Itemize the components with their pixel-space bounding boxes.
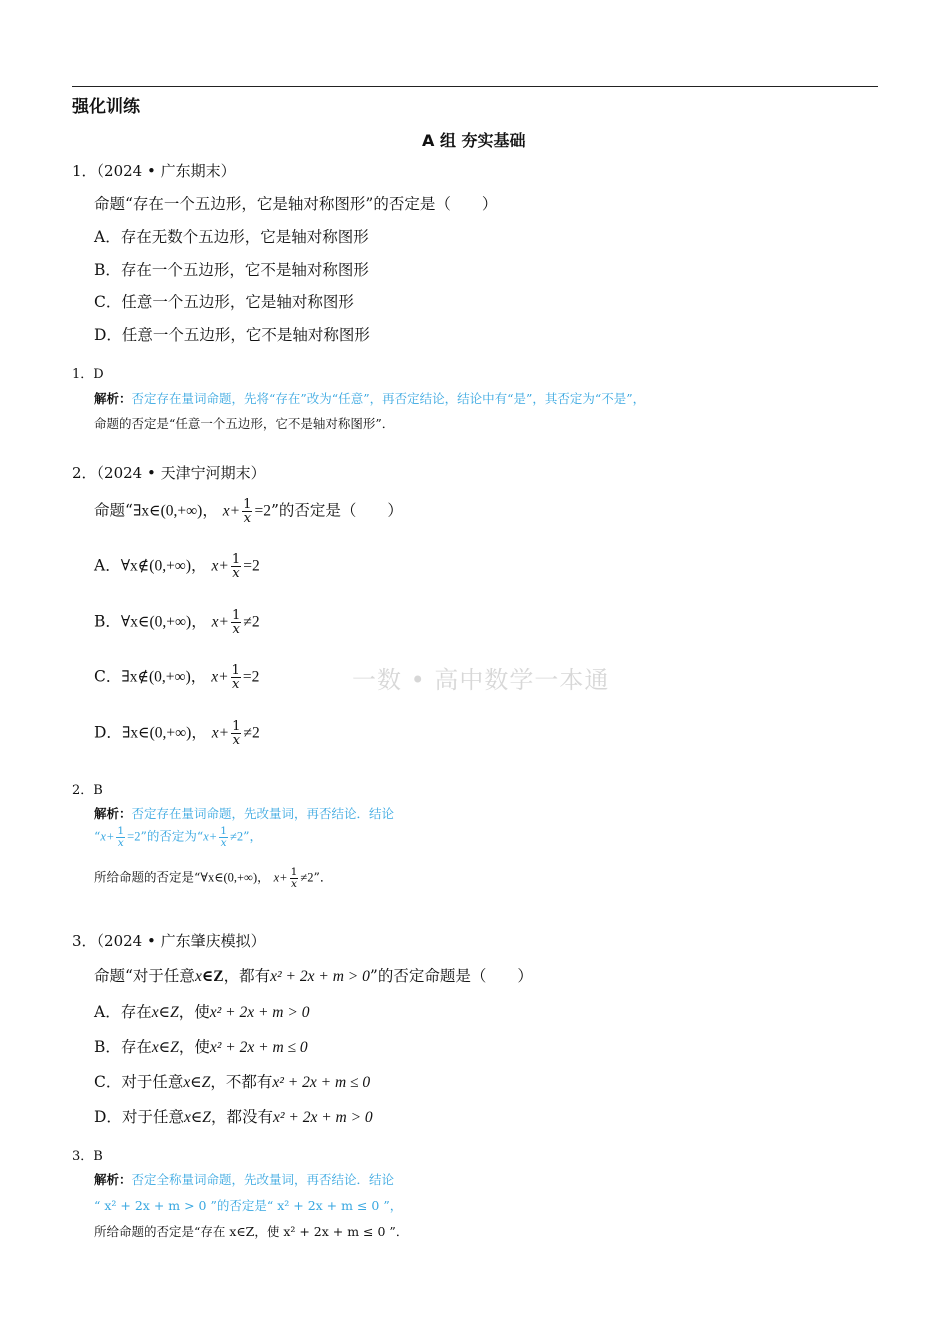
q2-stem-den: x: [243, 511, 251, 527]
q2-stem-sep: ，: [202, 501, 218, 520]
q1-stem: 命题“存在一个五边形，它是轴对称图形”的否定是（ ）: [94, 195, 498, 213]
q3-analysis-text: 否定全称量词命题，先改量词，再否结论．结论: [131, 1172, 395, 1187]
q2-option-c-expr-a: x+: [211, 668, 229, 686]
q1-analysis-label: 解析：: [94, 391, 132, 406]
q3-option-d-set: x∈Z: [183, 1109, 211, 1126]
q2-stem-pre: 命题“: [94, 501, 133, 520]
q3-option-a-expr: x² + 2x + m > 0: [209, 1004, 310, 1021]
q2-analysis2-expr-a: x+: [100, 829, 115, 844]
q3-option-a-mid: ，使: [178, 1003, 210, 1021]
q2-option-d-quant: ∃x∈(0,+∞): [121, 724, 192, 742]
q3-option-c-letter: C．: [94, 1073, 122, 1091]
q3-stem-pre: 命题“对于任意: [94, 967, 195, 985]
q3-option-b: [94, 1035, 308, 1057]
group-title: A 组 夯实基础: [422, 131, 526, 150]
q2-analysis-label: 解析：: [94, 806, 132, 821]
q2-option-a-expr-a: x+: [211, 557, 229, 575]
q2-analysis2-den1: x: [117, 835, 124, 849]
q3-stem-expr: x² + 2x + m > 0: [270, 968, 370, 985]
q3-option-a-pre: 存在: [120, 1003, 152, 1021]
q2-option-d-letter: D．: [94, 723, 122, 742]
q3-stem: [94, 964, 533, 986]
q3-option-b-set: x∈Z: [151, 1039, 179, 1056]
q3-option-b-pre: 存在: [120, 1038, 152, 1056]
q2-option-d-num: 1: [232, 719, 241, 734]
q3-option-a: [94, 1000, 309, 1022]
q2-option-c-expr-b: =2: [242, 668, 260, 686]
q2-option-b: [94, 609, 260, 636]
q2-option-a-quant: ∀x∉(0,+∞): [120, 557, 192, 575]
q2-option-d-expr-a: x+: [211, 724, 230, 742]
q3-option-c-mid: ，不都有: [210, 1073, 273, 1091]
q3-option-b-letter: B．: [94, 1038, 121, 1056]
q2-option-d-sep: ，: [191, 723, 207, 742]
q2-analysis: [94, 804, 394, 822]
watermark: 一数 • 高中数学一本通: [352, 666, 610, 694]
q3-option-b-mid: ，使: [178, 1038, 210, 1056]
q3-option-a-letter: A．: [94, 1003, 121, 1021]
q2-conclusion-quant: ∀x∈(0,+∞): [200, 870, 258, 885]
q3-option-d: [94, 1105, 373, 1127]
q2-option-b-num: 1: [232, 608, 241, 623]
q2-conclusion-expr-a: x+: [273, 870, 288, 885]
q2-stem-num: 1: [243, 497, 252, 512]
q2-conclusion-post: ”．: [313, 869, 333, 885]
q1-option-b: B．存在一个五边形，它不是轴对称图形: [94, 261, 369, 279]
q1-header: 1．（2024 • 广东期末）: [72, 162, 236, 180]
q3-header: 3．（2024 • 广东肇庆模拟）: [72, 932, 266, 950]
q2-stem-quantifier: ∃x∈(0,+∞): [132, 502, 203, 520]
q2-header: 2．（2024 • 天津宁河期末）: [72, 464, 266, 482]
q3-stem-x: x: [194, 968, 202, 985]
q2-analysis2-mid: ”的否定为“: [140, 828, 204, 844]
q2-analysis2-num1: 1: [117, 824, 125, 837]
q1-analysis-text: 否定存在量词命题，先将“存在”改为“任意”，再否定结论，结论中有“是”，其否定为“不是”，: [131, 391, 646, 406]
q3-option-c-expr: x² + 2x + m ≤ 0: [272, 1074, 371, 1091]
q2-stem-post: ”的否定是（ ）: [270, 501, 403, 520]
q2-option-b-quant: ∀x∈(0,+∞): [120, 613, 192, 631]
q2-option-b-den: x: [232, 622, 240, 638]
q1-answer: 1．D: [72, 367, 104, 382]
q3-analysis-label: 解析：: [94, 1172, 132, 1187]
q3-option-c-set: x∈Z: [183, 1074, 211, 1091]
q2-option-a-num: 1: [231, 552, 241, 567]
q2-analysis2-num2: 1: [220, 824, 227, 837]
q2-option-a-sep: ，: [191, 556, 207, 575]
q1-option-d: D．任意一个五边形，它不是轴对称图形: [94, 326, 370, 344]
q2-stem-expr-a: x+: [222, 502, 241, 520]
q2-analysis2-expr-c: x+: [203, 829, 218, 844]
q2-option-a-den: x: [232, 566, 240, 582]
q2-option-b-expr-a: x+: [211, 613, 230, 631]
q3-analysis-line2: “ x² + 2x + m > 0 ”的否定是“ x² + 2x + m ≤ 0 ”，: [94, 1198, 403, 1213]
q3-stem-in-z: ∈Z: [201, 968, 224, 985]
q2-option-d-fraction: [231, 720, 241, 747]
q2-analysis2-quote: “: [94, 828, 101, 844]
q3-option-c: [94, 1070, 370, 1092]
q2-conclusion-pre: 所给命题的否定是“: [94, 869, 201, 885]
q2-conclusion-num: 1: [290, 865, 298, 878]
q2-option-a-letter: A．: [94, 556, 121, 575]
q2-option-d: [94, 720, 260, 747]
q2-analysis2-fraction2: [219, 826, 228, 848]
q3-option-c-pre: 对于任意: [121, 1073, 184, 1091]
q2-analysis2-expr-b: =2: [127, 829, 141, 844]
q3-analysis: [94, 1170, 394, 1188]
q2-option-c-fraction: [231, 664, 241, 691]
q2-option-b-fraction: [231, 609, 241, 636]
q2-analysis2-expr-d: ≠2: [229, 829, 244, 844]
q2-conclusion-expr-b: ≠2: [300, 870, 314, 885]
q2-option-a-fraction: [231, 553, 241, 580]
q2-option-c-den: x: [232, 677, 240, 693]
q3-option-d-expr: x² + 2x + m > 0: [272, 1109, 373, 1126]
q2-option-c: [94, 664, 259, 691]
q2-stem-expr-b: =2: [254, 502, 271, 520]
q2-option-c-sep: ，: [190, 667, 207, 686]
q2-conclusion-fraction: [290, 867, 299, 889]
q2-analysis-line2: [94, 826, 262, 848]
q2-option-c-quant: ∃x∉(0,+∞): [121, 668, 191, 686]
q2-option-c-num: 1: [231, 663, 240, 678]
q2-option-a-expr-b: =2: [243, 557, 260, 575]
section-title: 强化训练: [72, 97, 140, 117]
q2-answer: 2．B: [72, 783, 103, 798]
q1-option-a: A．存在无数个五边形，它是轴对称图形: [94, 228, 369, 246]
q2-option-a: [94, 553, 260, 580]
q2-conclusion-sep: ，: [257, 869, 270, 885]
q1-analysis: [94, 389, 645, 407]
q2-conclusion-den: x: [291, 876, 297, 890]
q1-conclusion: 命题的否定是“任意一个五边形，它不是轴对称图形”．: [94, 416, 395, 431]
q2-analysis-text: 否定存在量词命题，先改量词，再否结论．结论: [131, 806, 395, 821]
top-rule: [72, 86, 878, 87]
q3-option-d-letter: D．: [94, 1108, 122, 1126]
q2-option-c-letter: C．: [94, 667, 122, 686]
q3-stem-mid: ，都有: [223, 967, 271, 985]
q2-stem: [94, 498, 403, 525]
q3-option-d-mid: ，都没有: [210, 1108, 273, 1126]
q2-analysis2-fraction1: [116, 826, 125, 848]
q2-analysis2-den2: x: [220, 835, 227, 849]
q2-analysis2-end: ”，: [243, 828, 262, 844]
q3-stem-post: ”的否定命题是（ ）: [369, 967, 533, 985]
q2-stem-fraction: [242, 498, 252, 525]
q2-option-b-sep: ，: [191, 612, 207, 631]
q3-conclusion: 所给命题的否定是“存在 x∈Z，使 x² + 2x + m ≤ 0 ”．: [94, 1224, 409, 1239]
q2-option-b-expr-b: ≠2: [243, 613, 260, 631]
q1-option-c: C．任意一个五边形，它是轴对称图形: [94, 293, 354, 311]
q2-conclusion: [94, 867, 332, 889]
q3-option-a-set: x∈Z: [151, 1004, 179, 1021]
q3-option-b-expr: x² + 2x + m ≤ 0: [209, 1039, 308, 1056]
q3-answer: 3．B: [72, 1149, 103, 1164]
q2-option-b-letter: B．: [94, 612, 121, 631]
q2-option-d-expr-b: ≠2: [243, 724, 260, 742]
q3-option-d-pre: 对于任意: [121, 1108, 184, 1126]
q2-option-d-den: x: [232, 733, 240, 749]
